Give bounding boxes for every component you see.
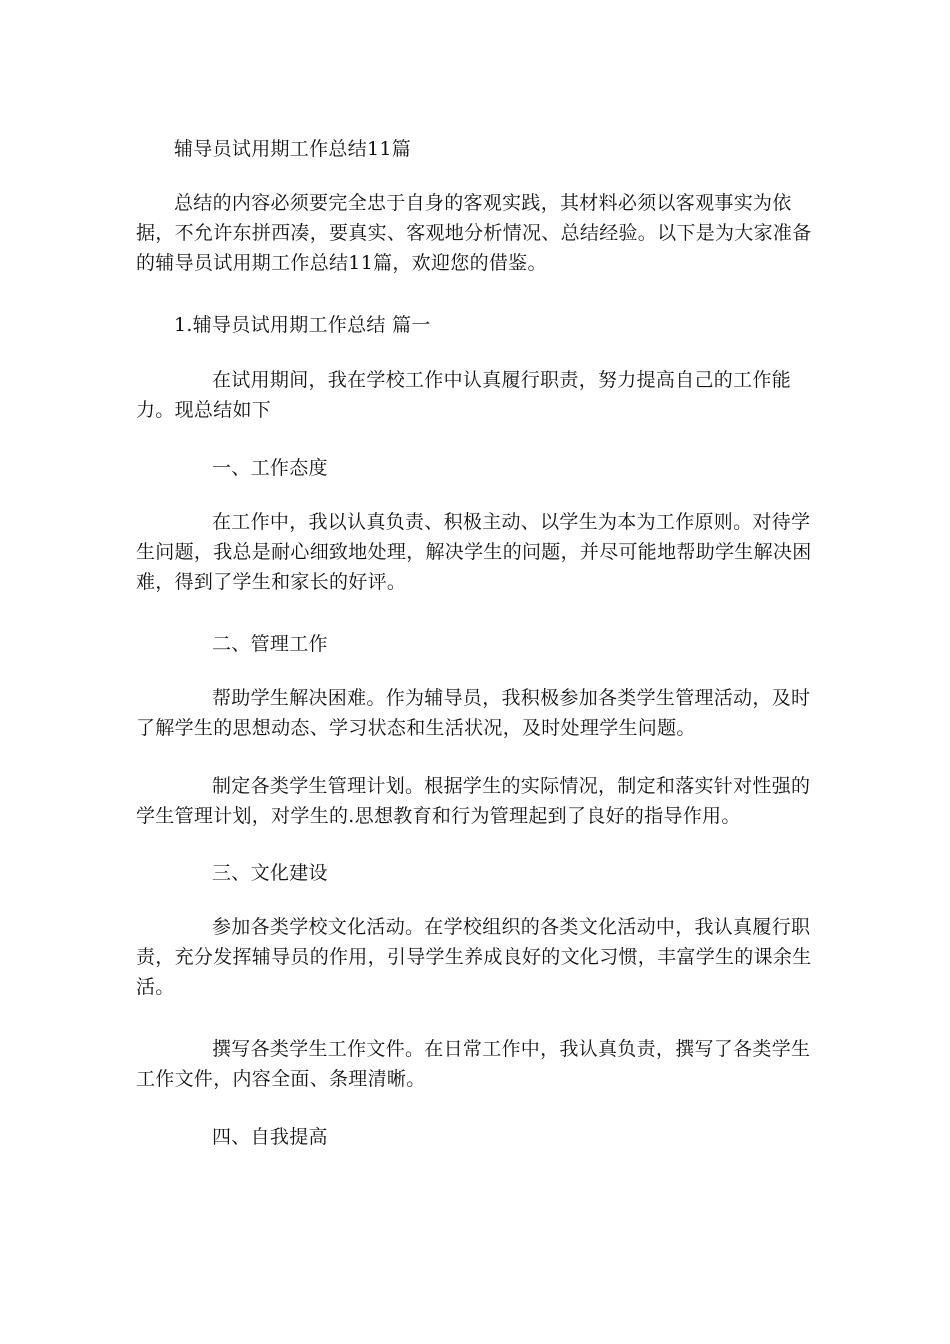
section-paragraph: 撰写各类学生工作文件。在日常工作中，我认真负责，撰写了各类学生工作文件，内容全面、条理清晰。 (136, 1038, 811, 1090)
section-paragraph: 帮助学生解决困难。作为辅导员，我积极参加各类学生管理活动，及时了解学生的思想动态、学习状态和生活状况，及时处理学生问题。 (136, 687, 811, 739)
section-paragraph: 制定各类学生管理计划。根据学生的实际情况，制定和落实针对性强的学生管理计划，对学生的.思想教育和行为管理起到了良好的指导作用。 (136, 775, 811, 827)
section-paragraph: 在工作中，我以认真负责、积极主动、以学生为本为工作原则。对待学生问题，我总是耐心细致地处理，解决学生的问题，并尽可能地帮助学生解决困难，得到了学生和家长的好评。 (136, 511, 812, 593)
opening-paragraph: 在试用期间，我在学校工作中认真履行职责，努力提高自己的工作能力。现总结如下 (136, 369, 792, 421)
document-title: 辅导员试用期工作总结11篇 (174, 138, 412, 160)
section-heading: 三、文化建设 (212, 862, 328, 884)
intro-paragraph: 总结的内容必须要完全忠于自身的客观实践，其材料必须以客观事实为依据，不允许东拼西凑，要真实、客观地分析情况、总结经验。以下是为大家准备的辅导员试用期工作总结11篇，欢迎您的借鉴。 (136, 192, 812, 274)
section-paragraph: 参加各类学校文化活动。在学校组织的各类文化活动中，我认真履行职责，充分发挥辅导员的作用，引导学生养成良好的文化习惯，丰富学生的课余生活。 (136, 916, 812, 998)
section-heading: 一、工作态度 (212, 457, 328, 479)
article-heading: 1.辅导员试用期工作总结 篇一 (174, 314, 431, 336)
section-heading: 二、管理工作 (212, 633, 328, 655)
section-heading: 四、自我提高 (212, 1126, 328, 1148)
